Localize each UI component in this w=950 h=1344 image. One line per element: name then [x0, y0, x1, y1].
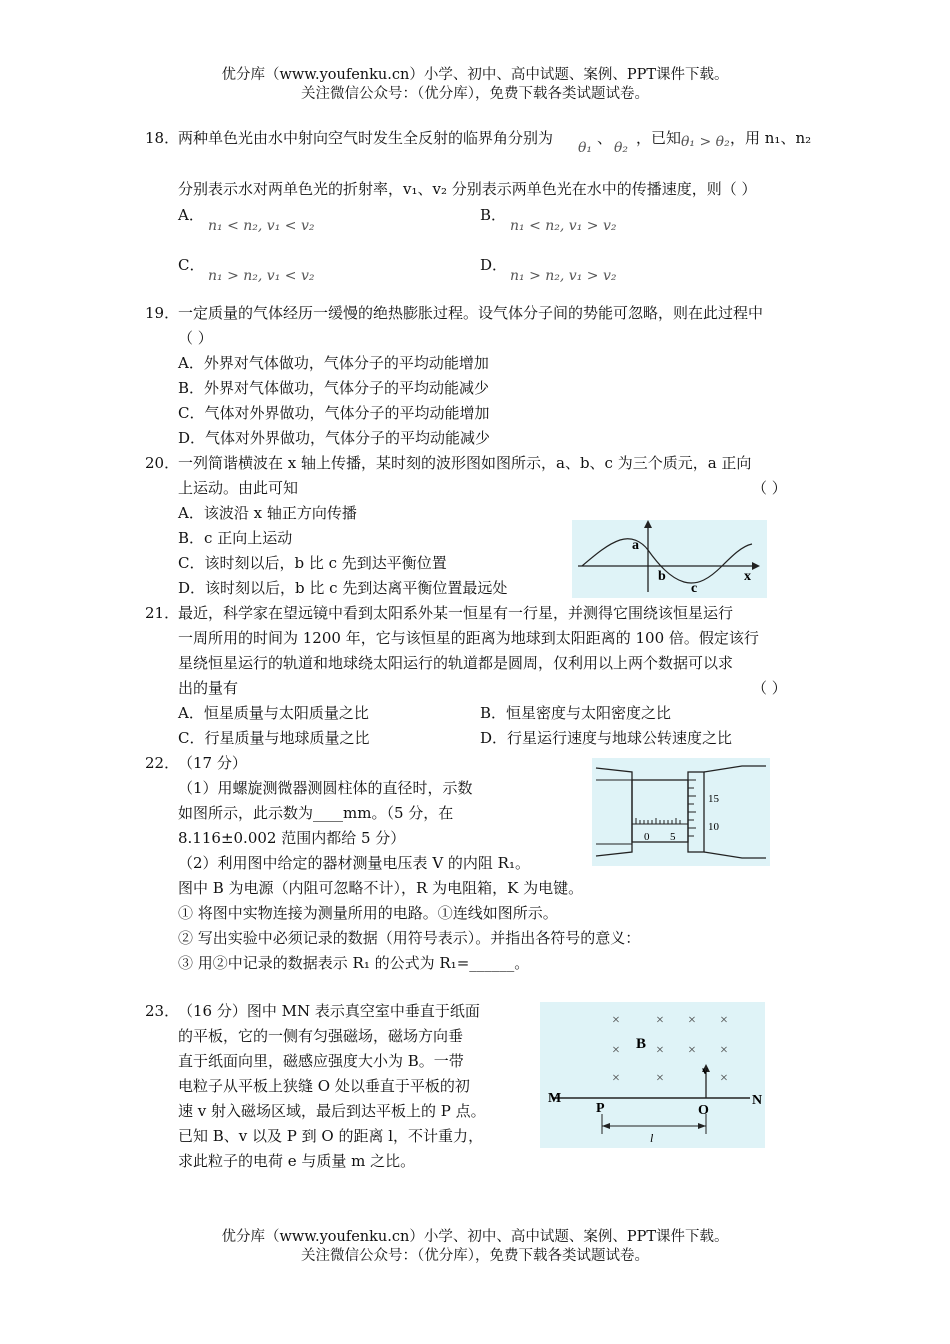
- q21-optC: C．行星质量与地球质量之比: [178, 729, 370, 747]
- q22-l4: （2）利用图中给定的器材测量电压表 V 的内阻 R₁。: [178, 854, 530, 872]
- q18-optA-label: A．: [178, 206, 204, 224]
- q22-l6: ① 将图中实物连接为测量所用的电路。①连线如图所示。: [178, 904, 558, 922]
- q23-l3: 直于纸面向里，磁感应强度大小为 B。一带: [178, 1052, 464, 1070]
- q18-sep: 、: [597, 129, 613, 147]
- q23-l1: （16 分）图中 MN 表示真空室中垂直于纸面: [178, 1002, 480, 1020]
- q18-text-1b: ，用 n₁、n₂: [730, 129, 812, 147]
- q18-text-1a: 两种单色光由水中射向空气时发生全反射的临界角分别为: [178, 129, 554, 147]
- svg-text:×: ×: [720, 1013, 728, 1028]
- svg-text:×: ×: [720, 1043, 728, 1058]
- q18-optC-label: C．: [178, 256, 205, 274]
- q18-optA: n₁ < n₂, v₁ < v₂: [208, 218, 315, 234]
- q19-optD: D．气体对外界做功，气体分子的平均动能减少: [178, 429, 491, 447]
- q21-line-4: 出的量有: [178, 679, 239, 697]
- q21-optA: A．恒星质量与太阳质量之比: [178, 704, 369, 722]
- q23-l2: 的平板，它的一侧有匀强磁场，磁场方向垂: [178, 1027, 464, 1045]
- q19-optB: B．外界对气体做功，气体分子的平均动能减少: [178, 379, 490, 397]
- q18-optC: n₁ > n₂, v₁ < v₂: [208, 268, 315, 284]
- magnetic-field-figure: [540, 1002, 765, 1148]
- q20-optC: C．该时刻以后，b 比 c 先到达平衡位置: [178, 554, 447, 572]
- scale-5: 5: [670, 831, 676, 843]
- wave-figure: [572, 520, 767, 598]
- q20-line-1: 一列简谐横波在 x 轴上传播，某时刻的波形图如图所示，a、b、c 为三个质元，a 正向: [178, 454, 752, 472]
- label-c: c: [691, 581, 698, 596]
- scale-0: 0: [644, 831, 650, 843]
- q19-line-1: 一定质量的气体经历一缓慢的绝热膨胀过程。设气体分子间的势能可忽略，则在此过程中: [178, 304, 764, 322]
- q22-l3: 8.116±0.002 范围内都给 5 分）: [178, 829, 406, 847]
- q23-number: 23．: [145, 1002, 180, 1020]
- q20-optA: A．该波沿 x 轴正方向传播: [178, 504, 357, 522]
- scale-15: 15: [708, 793, 719, 805]
- q19-optA: A．外界对气体做功，气体分子的平均动能增加: [178, 354, 489, 372]
- q18-theta2: θ₂: [614, 140, 629, 156]
- q19-optC: C．气体对外界做功，气体分子的平均动能增加: [178, 404, 490, 422]
- label-P: P: [596, 1101, 605, 1116]
- label-B: B: [636, 1036, 647, 1052]
- label-v: v: [702, 1063, 708, 1077]
- svg-text:×: ×: [656, 1013, 664, 1028]
- header-line-1: 优分库（www.youfenku.cn）小学、初中、高中试题、案例、PPT课件下载。: [221, 67, 729, 83]
- q20-number: 20．: [145, 454, 180, 472]
- q18-optB-label: B．: [480, 206, 507, 224]
- svg-text:×: ×: [720, 1071, 728, 1086]
- q18-compare: θ₁ > θ₂: [681, 134, 730, 150]
- watermark-block: [592, 758, 770, 866]
- label-N: N: [752, 1093, 763, 1108]
- scale-10: 10: [708, 821, 719, 833]
- label-l: l: [650, 1131, 654, 1145]
- q23-l6: 已知 B、v 以及 P 到 O 的距离 l，不计重力，: [178, 1127, 484, 1145]
- label-x: x: [744, 569, 751, 584]
- q20-optD: D．该时刻以后，b 比 c 先到达离平衡位置最远处: [178, 579, 508, 597]
- header-line-2: 关注微信公众号：（优分库），免费下载各类试题试卷。: [301, 86, 649, 102]
- q20-optB: B．c 正向上运动: [178, 529, 293, 547]
- footer-line-1: 优分库（www.youfenku.cn）小学、初中、高中试题、案例、PPT课件下载。: [221, 1229, 729, 1245]
- svg-text:×: ×: [612, 1071, 620, 1086]
- label-a: a: [632, 538, 639, 553]
- label-O: O: [698, 1103, 709, 1118]
- svg-text:×: ×: [656, 1043, 664, 1058]
- q18-number: 18．: [145, 129, 180, 147]
- q21-line-3: 星绕恒星运行的轨道和地球绕太阳运行的轨道都是圆周，仅利用以上两个数据可以求: [178, 654, 734, 672]
- q22-l5: 图中 B 为电源（内阻可忽略不计），R 为电阻箱，K 为电键。: [178, 879, 584, 897]
- q18-theta1: θ₁: [578, 140, 593, 156]
- label-b: b: [658, 569, 666, 584]
- micrometer-figure: [592, 758, 770, 866]
- q21-line-1: 最近，科学家在望远镜中看到太阳系外某一恒星有一行星，并测得它围绕该恒星运行: [178, 604, 734, 622]
- q23-l4: 电粒子从平板上狭缝 O 处以垂直于平板的初: [178, 1077, 470, 1095]
- q22-score: （17 分）: [178, 754, 247, 772]
- q22-l2: 如图所示，此示数为____mm。（5 分，在: [178, 804, 454, 822]
- q19-number: 19．: [145, 304, 180, 322]
- q22-number: 22．: [145, 754, 180, 772]
- q22-l7: ② 写出实验中必须记录的数据（用符号表示）。并指出各符号的意义：: [178, 929, 641, 947]
- q18-optD: n₁ > n₂, v₁ > v₂: [510, 268, 617, 284]
- svg-text:×: ×: [656, 1071, 664, 1086]
- q23-l7: 求此粒子的电荷 e 与质量 m 之比。: [178, 1152, 416, 1170]
- q18-text-2: 分别表示水对两单色光的折射率，v₁、v₂ 分别表示两单色光在水中的传播速度，则（ ）: [178, 180, 757, 198]
- q20-line-2: 上运动。由此可知: [178, 479, 299, 497]
- q21-number: 21．: [145, 604, 180, 622]
- q21-paren: （ ）: [752, 679, 787, 697]
- q18-known: ，已知: [636, 129, 682, 147]
- svg-text:×: ×: [612, 1043, 620, 1058]
- q18-optD-label: D．: [480, 256, 508, 274]
- q20-paren: （ ）: [752, 479, 787, 497]
- q21-optD: D．行星运行速度与地球公转速度之比: [480, 729, 733, 747]
- label-M: M: [548, 1091, 562, 1106]
- q21-optB: B．恒星密度与太阳密度之比: [480, 704, 672, 722]
- q22-l1: （1）用螺旋测微器测圆柱体的直径时，示数: [178, 779, 473, 797]
- watermark-block: [572, 520, 767, 598]
- svg-text:×: ×: [612, 1013, 620, 1028]
- svg-text:×: ×: [688, 1013, 696, 1028]
- q18-optB: n₁ < n₂, v₁ > v₂: [510, 218, 617, 234]
- q23-l5: 速 v 射入磁场区域，最后到达平板上的 P 点。: [178, 1102, 486, 1120]
- footer-line-2: 关注微信公众号：（优分库），免费下载各类试题试卷。: [301, 1248, 649, 1264]
- svg-text:×: ×: [688, 1043, 696, 1058]
- q22-l8: ③ 用②中记录的数据表示 R₁ 的公式为 R₁=______。: [178, 954, 530, 972]
- q21-line-2: 一周所用的时间为 1200 年，它与该恒星的距离为地球到太阳距离的 100 倍。假定该行: [178, 629, 759, 647]
- q19-line-2: （ ）: [178, 329, 213, 347]
